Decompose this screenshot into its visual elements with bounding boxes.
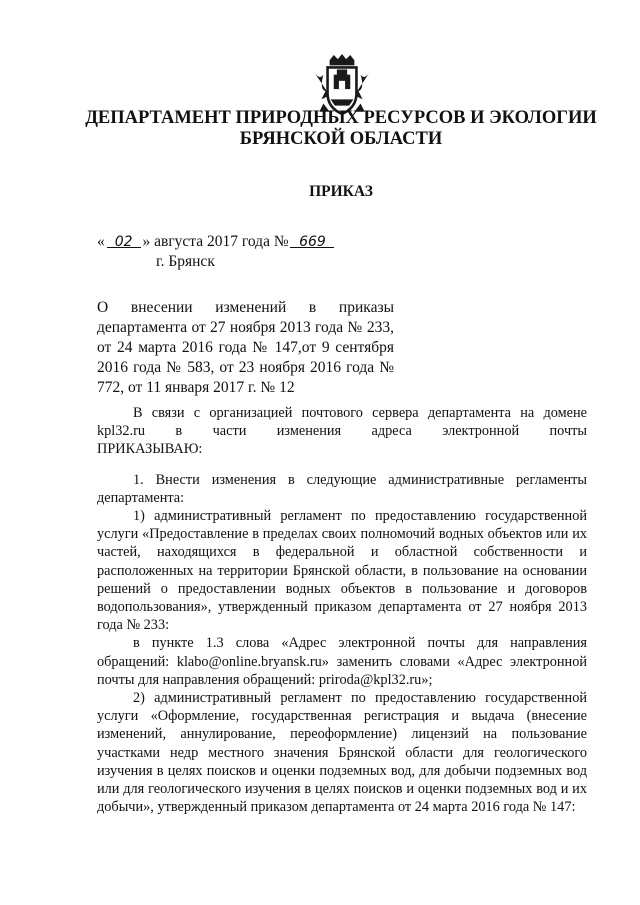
dateline-open-quote: « <box>97 233 105 250</box>
order-dateline <box>97 233 332 251</box>
organization-heading <box>0 108 640 150</box>
dateline-month-year: » августа 2017 года № <box>142 233 289 250</box>
preamble-paragraph: В связи с организацией почтового сервера департамента на домене kpl32.ru в части изменения адреса электронной почты <box>97 405 587 440</box>
handwritten-order-number: 669 <box>292 234 332 250</box>
organization-name-line-1: ДЕПАРТАМЕНТ ПРИРОДНЫХ РЕСУРСОВ И ЭКОЛОГИИ <box>85 108 597 128</box>
subitem-1-change-paragraph: в пункте 1.3 слова «Адрес электронной почты для направления обращений: klabo@online.bryansk.ru» заменить словами «Адрес электронной почты для направления обращений: priroda@kpl32.ru»; <box>97 635 587 688</box>
handwritten-day: 02 <box>109 234 139 250</box>
subitem-2-paragraph: 2) административный регламент по предоставлению государственной услуги «Оформление, государственная регистрация и выдача (внесение изменений, аннулирование, переоформление) лицензий на пользование участками недр местного значения Брянской области для геологического изучения в целях поисков и оценки подземных вод, для добычи подземных вод или для геологического изучения в целях поисков и оценки подземных вод и их добычи», утвержденный приказом департамента от 24 марта 2016 года № 147: <box>97 690 587 816</box>
order-body <box>97 404 587 816</box>
city-name: г. Брянск <box>156 253 215 270</box>
subitem-1-paragraph: 1) административный регламент по предоставлению государственной услуги «Предоставление в пределах своих полномочий водных объектов или их частей, находящихся в федеральной и областной собственности и расположенных на территории Брянской области, в пользование на основании решений о предоставлении водных объектов в пользование и договоров водопользования», утвержденный приказом департамента от 27 ноября 2013 года № 233: <box>97 508 587 634</box>
item-1-paragraph: 1. Внести изменения в следующие административные регламенты департамента: <box>97 471 587 506</box>
order-subject: О внесении изменений в приказы департамента от 27 ноября 2013 года № 233, от 24 марта 2016 года № 147,от 9 сентября 2016 года № 583, от 23 ноября 2016 года № 772, от 11 января 2017 г. № 12 <box>97 299 394 396</box>
organization-name-line-2: БРЯНСКОЙ ОБЛАСТИ <box>239 129 443 149</box>
document-title: ПРИКАЗ <box>309 183 373 200</box>
order-word: ПРИКАЗЫВАЮ: <box>97 441 203 458</box>
